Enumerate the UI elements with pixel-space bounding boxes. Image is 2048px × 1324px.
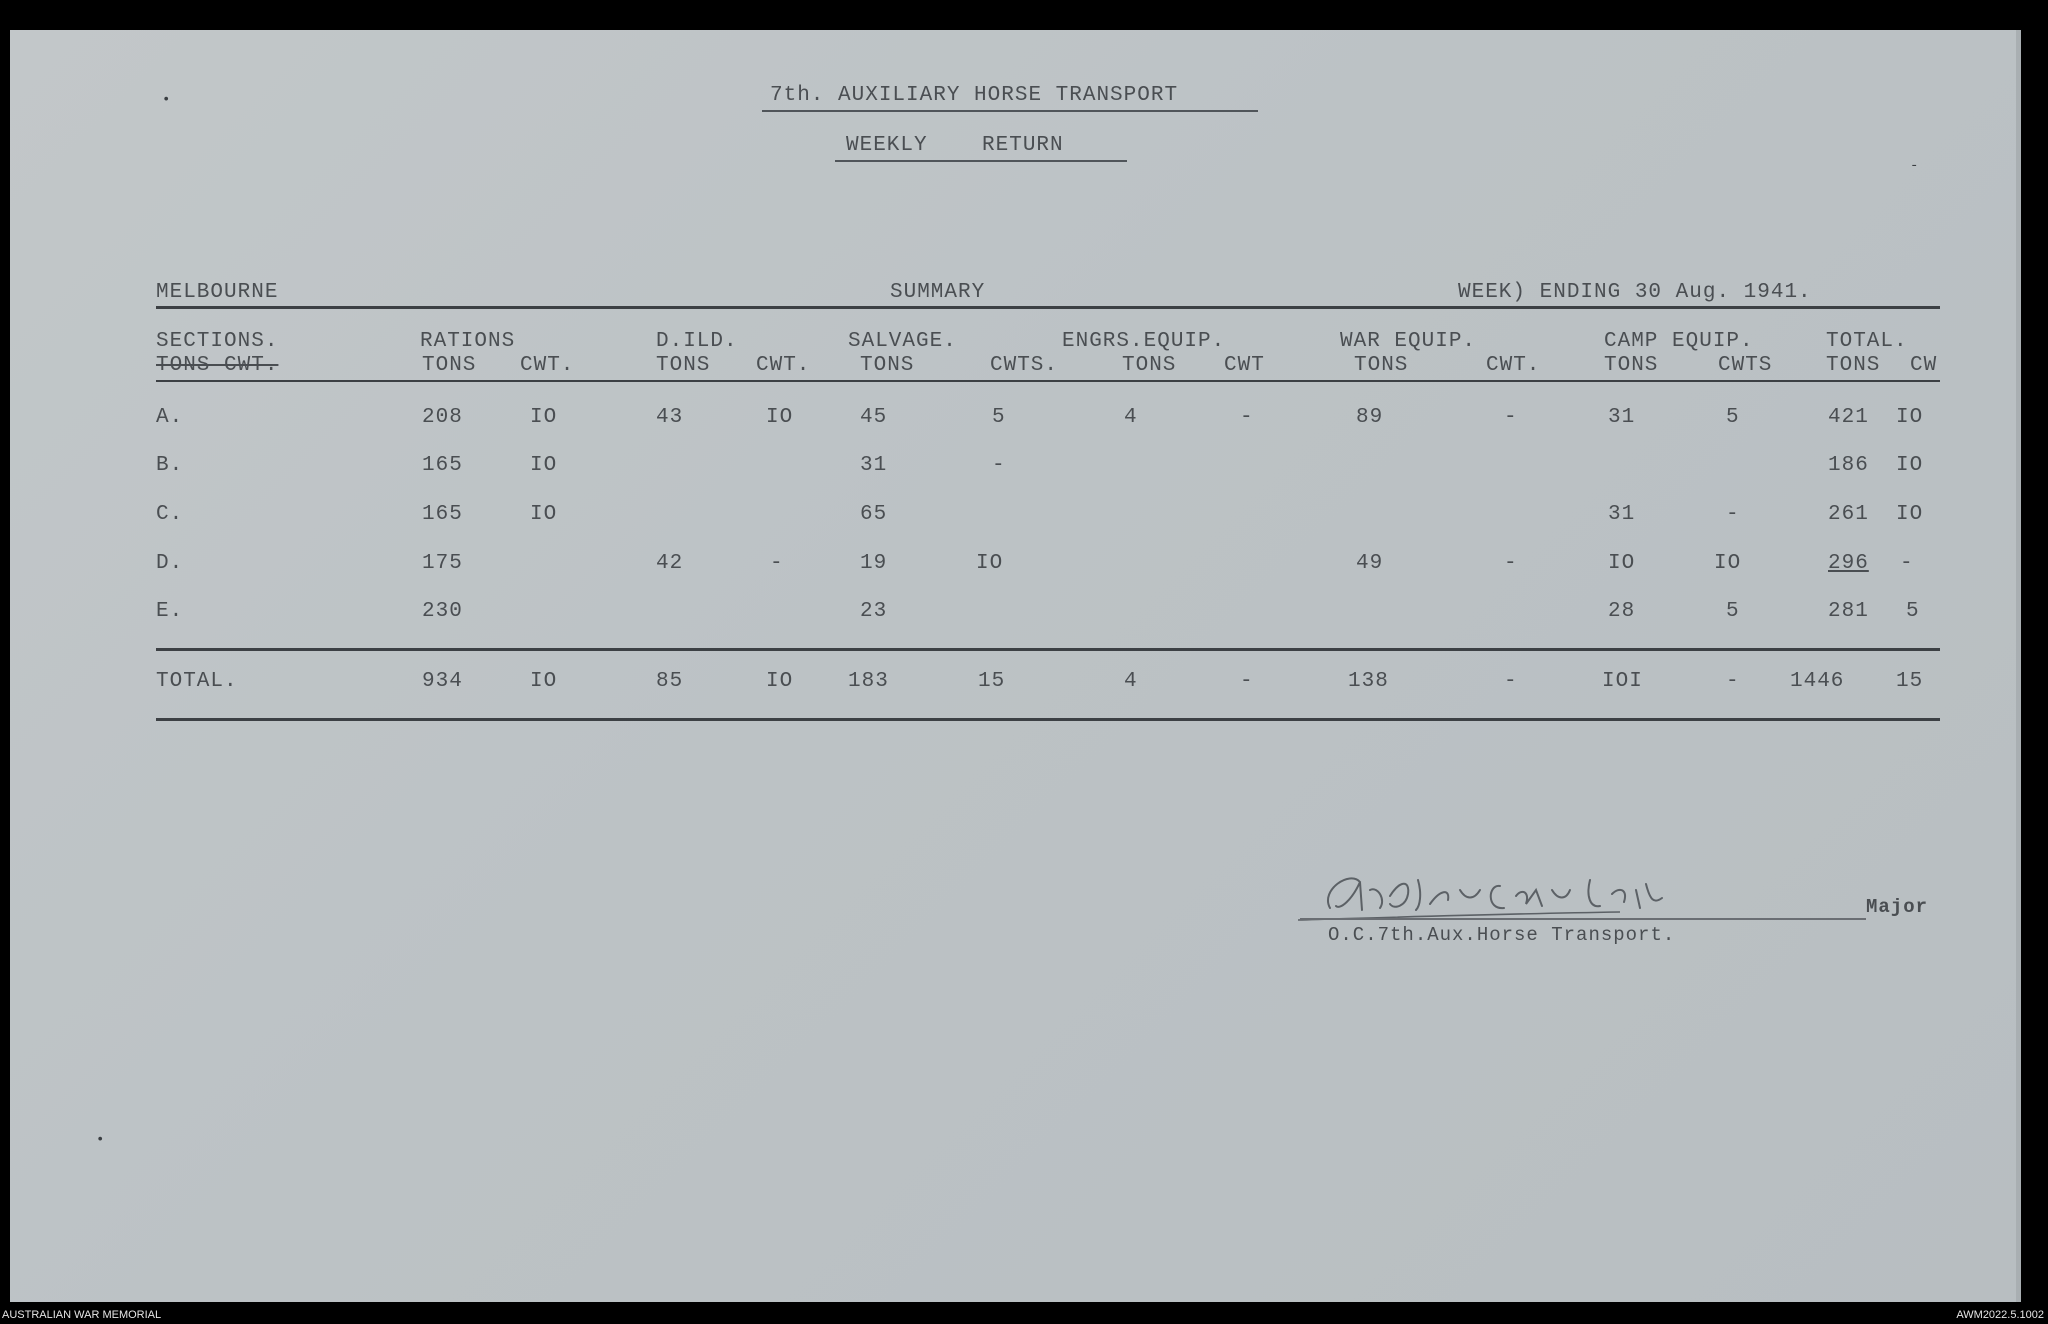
totals-label: TOTAL. bbox=[156, 670, 238, 693]
col-sections-struck: TONS CWT. bbox=[156, 354, 279, 377]
cell-salvage-cwts: 5 bbox=[992, 406, 1006, 429]
footer-left: AUSTRALIAN WAR MEMORIAL bbox=[2, 1309, 162, 1321]
footer-right: AWM2022.5.1002 bbox=[1956, 1309, 2044, 1321]
cell-did-cwt: - bbox=[770, 552, 784, 575]
col-salvage-cwts: CWTS. bbox=[990, 354, 1059, 377]
col-war-tons: TONS bbox=[1354, 354, 1409, 377]
totals-bottom-rule bbox=[156, 718, 1940, 721]
cell-camp-cwts: 5 bbox=[1726, 600, 1740, 623]
cell-camp-tons: 31 bbox=[1608, 503, 1636, 526]
total-did-tons: 85 bbox=[656, 670, 684, 693]
cell-camp-cwts: IO bbox=[1714, 552, 1742, 575]
col-salvage: SALVAGE. bbox=[848, 330, 957, 353]
cell-rations-tons: 208 bbox=[422, 406, 463, 429]
doc-title: 7th. AUXILIARY HORSE TRANSPORT bbox=[770, 84, 1179, 107]
cell-total-cwt: IO bbox=[1896, 503, 1924, 526]
cell-total-cwt: IO bbox=[1896, 454, 1924, 477]
col-war-cwt: CWT. bbox=[1486, 354, 1541, 377]
row-section: D. bbox=[156, 552, 184, 575]
cell-engrs-tons: 4 bbox=[1124, 406, 1138, 429]
total-war-tons: 138 bbox=[1348, 670, 1389, 693]
total-engrs-tons: 4 bbox=[1124, 670, 1138, 693]
col-did-tons: TONS bbox=[656, 354, 711, 377]
totals-top-rule bbox=[156, 648, 1940, 651]
cell-war-tons: 49 bbox=[1356, 552, 1384, 575]
col-camp-cwts: CWTS bbox=[1718, 354, 1773, 377]
cell-total-cwt: 5 bbox=[1906, 600, 1920, 623]
cell-total-tons: 281 bbox=[1828, 600, 1869, 623]
cell-camp-cwts: 5 bbox=[1726, 406, 1740, 429]
doc-subtitle: WEEKLY RETURN bbox=[846, 134, 1064, 157]
col-sections: SECTIONS. bbox=[156, 330, 279, 353]
cell-camp-tons: 31 bbox=[1608, 406, 1636, 429]
row-section: A. bbox=[156, 406, 184, 429]
total-camp-tons: IOI bbox=[1602, 670, 1643, 693]
cell-rations-tons: 165 bbox=[422, 503, 463, 526]
col-total: TOTAL. bbox=[1826, 330, 1908, 353]
title-underline bbox=[762, 110, 1258, 112]
row-section: E. bbox=[156, 600, 184, 623]
col-salvage-tons: TONS bbox=[860, 354, 915, 377]
total-rations-cwt: IO bbox=[530, 670, 558, 693]
total-rations-tons: 934 bbox=[422, 670, 463, 693]
cell-war-tons: 89 bbox=[1356, 406, 1384, 429]
cell-rations-tons: 175 bbox=[422, 552, 463, 575]
col-rations-tons: TONS bbox=[422, 354, 477, 377]
col-engrs-tons: TONS bbox=[1122, 354, 1177, 377]
col-rations-cwt: CWT. bbox=[520, 354, 575, 377]
cell-rations-cwt: IO bbox=[530, 454, 558, 477]
cell-salvage-tons: 19 bbox=[860, 552, 888, 575]
total-total-cwt: 15 bbox=[1896, 670, 1924, 693]
cell-war-cwt: - bbox=[1504, 406, 1518, 429]
columns-rule bbox=[156, 380, 1940, 382]
signatory-title: O.C.7th.Aux.Horse Transport. bbox=[1328, 924, 1676, 946]
cell-war-cwt: - bbox=[1504, 552, 1518, 575]
total-salvage-tons: 183 bbox=[848, 670, 889, 693]
punch-mark: - bbox=[1910, 158, 1919, 174]
col-total-tons: TONS bbox=[1826, 354, 1881, 377]
cell-total-tons: 296 bbox=[1828, 552, 1869, 575]
signature-line bbox=[1300, 918, 1866, 920]
summary-label: SUMMARY bbox=[890, 281, 986, 304]
week-ending: WEEK) ENDING 30 Aug. 1941. bbox=[1458, 281, 1812, 304]
col-camp: CAMP EQUIP. bbox=[1604, 330, 1754, 353]
row-section: B. bbox=[156, 454, 184, 477]
total-salvage-cwts: 15 bbox=[978, 670, 1006, 693]
cell-salvage-tons: 65 bbox=[860, 503, 888, 526]
paper-edge bbox=[2016, 30, 2021, 1302]
total-war-cwt: - bbox=[1504, 670, 1518, 693]
col-engrs: ENGRS.EQUIP. bbox=[1062, 330, 1226, 353]
cell-rations-tons: 230 bbox=[422, 600, 463, 623]
cell-salvage-cwts: - bbox=[992, 454, 1006, 477]
cell-salvage-cwts: IO bbox=[976, 552, 1004, 575]
cell-total-tons: 261 bbox=[1828, 503, 1869, 526]
col-did: D.ILD. bbox=[656, 330, 738, 353]
cell-rations-cwt: IO bbox=[530, 503, 558, 526]
col-engrs-cwt: CWT bbox=[1224, 354, 1265, 377]
cell-salvage-tons: 31 bbox=[860, 454, 888, 477]
signatory-rank: Major bbox=[1866, 896, 1929, 918]
cell-did-cwt: IO bbox=[766, 406, 794, 429]
total-did-cwt: IO bbox=[766, 670, 794, 693]
cell-salvage-tons: 45 bbox=[860, 406, 888, 429]
cell-engrs-cwt: - bbox=[1240, 406, 1254, 429]
cell-total-cwt: - bbox=[1900, 552, 1914, 575]
cell-camp-cwts: - bbox=[1726, 503, 1740, 526]
total-total-tons: 1446 bbox=[1790, 670, 1845, 693]
cell-total-cwt: IO bbox=[1896, 406, 1924, 429]
cell-total-tons: 186 bbox=[1828, 454, 1869, 477]
punch-mark: • bbox=[162, 92, 171, 108]
cell-camp-tons: 28 bbox=[1608, 600, 1636, 623]
total-camp-cwts: - bbox=[1726, 670, 1740, 693]
cell-salvage-tons: 23 bbox=[860, 600, 888, 623]
col-did-cwt: CWT. bbox=[756, 354, 811, 377]
col-war: WAR EQUIP. bbox=[1340, 330, 1477, 353]
cell-camp-tons: IO bbox=[1608, 552, 1636, 575]
cell-rations-tons: 165 bbox=[422, 454, 463, 477]
col-rations: RATIONS bbox=[420, 330, 516, 353]
col-total-cw: CW bbox=[1910, 354, 1938, 377]
cell-did-tons: 43 bbox=[656, 406, 684, 429]
punch-mark: • bbox=[96, 1132, 105, 1148]
col-camp-tons: TONS bbox=[1604, 354, 1659, 377]
cell-total-tons: 421 bbox=[1828, 406, 1869, 429]
header-rule bbox=[156, 306, 1940, 309]
document-page bbox=[10, 30, 2021, 1302]
row-section: C. bbox=[156, 503, 184, 526]
cell-did-tons: 42 bbox=[656, 552, 684, 575]
cell-rations-cwt: IO bbox=[530, 406, 558, 429]
subtitle-underline bbox=[835, 160, 1127, 162]
location: MELBOURNE bbox=[156, 281, 279, 304]
total-engrs-cwt: - bbox=[1240, 670, 1254, 693]
